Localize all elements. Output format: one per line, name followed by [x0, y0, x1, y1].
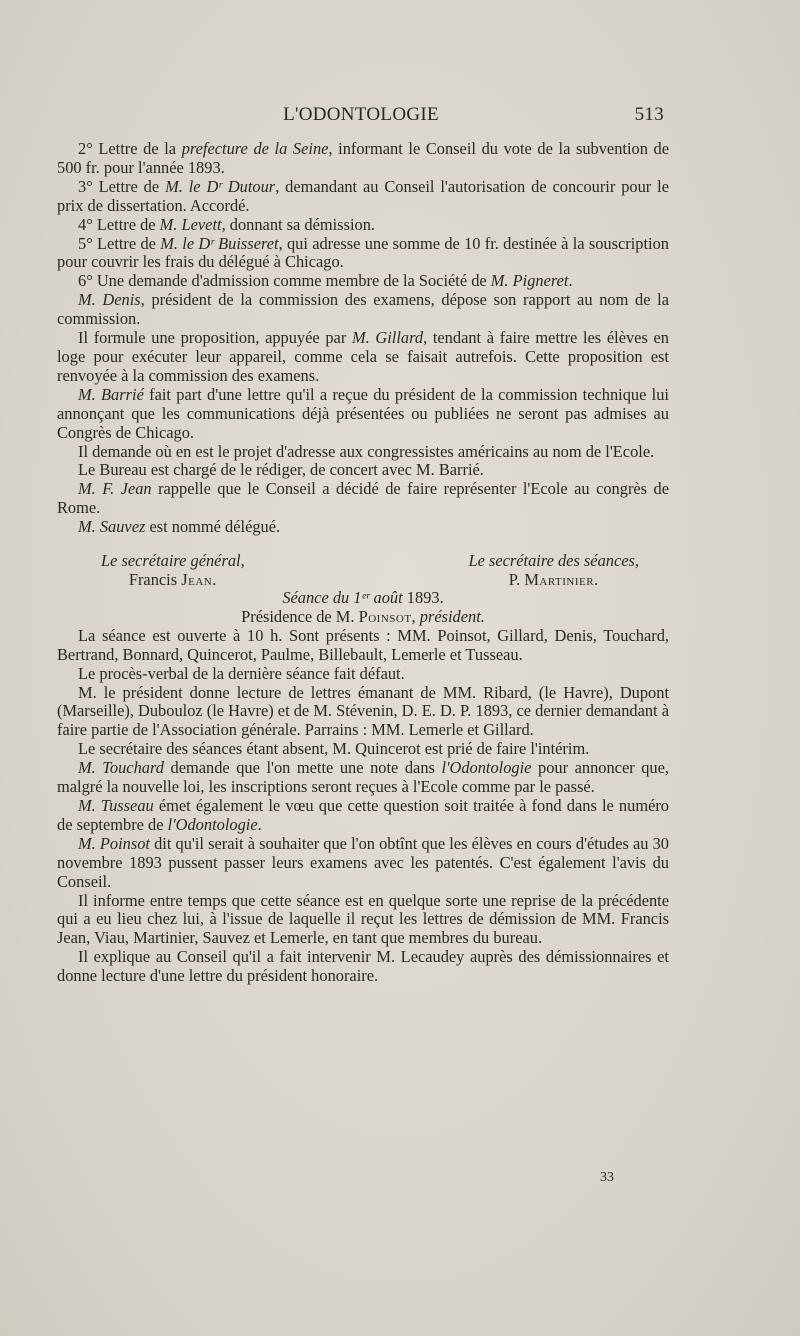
paragraph: 4° Lettre de M. Levett, donnant sa démission.: [78, 214, 375, 234]
paragraph: 6° Une demande d'admission comme membre de la Société de M. Pigneret.: [78, 271, 573, 291]
meeting-secretary-role: Le secrétaire des séances,: [468, 551, 639, 571]
paragraph: Il formule une proposition, appuyée par M. Gillard, tendant à faire mettre les élèves en loge pour exécuter leur appareil, comme cela se faisait autrefois. Cette proposition est renvoyée à la commission des examens.: [57, 328, 669, 385]
secretary-general-role: Le secrétaire général,: [101, 551, 245, 571]
signature-left: [101, 551, 245, 589]
signature-right: [468, 551, 639, 589]
paragraph: M. Tusseau émet également le vœu que cette question soit traitée à fond dans le numéro de septembre de l'Odontologie.: [57, 796, 669, 834]
paragraph: Le procès-verbal de la dernière séance fait défaut.: [78, 663, 405, 683]
text-body: [57, 140, 669, 986]
meeting-minutes: [57, 627, 669, 986]
presidency-line: Présidence de M. Poinsot, président.: [241, 606, 485, 626]
paragraph: M. le président donne lecture de lettres émanant de MM. Ribard, (le Havre), Dupont (Marseille), Dubouloz (le Havre) et de M. Stévenin, D. E. D. P. 1893, ce dernier demandant à faire partie de l'Association générale. Parrains : MM. Lemerle et Gillard.: [57, 682, 669, 740]
paragraph: M. Denis, président de la commission des examens, dépose son rapport au nom de la commission.: [57, 290, 669, 329]
paragraph: M. F. Jean rappelle que le Conseil a décidé de faire représenter l'Ecole au congrès de Rome.: [57, 479, 669, 518]
journal-title: L'ODONTOLOGIE: [283, 104, 439, 125]
secretary-general-name: Francis Jean.: [128, 570, 217, 590]
meeting-heading: Séance du 1ᵉʳ août 1893.: [282, 588, 444, 608]
paragraph: Il informe entre temps que cette séance est en quelque sorte une reprise de la précédente qui a eu lieu chez lui, à l'issue de laquelle il reçut les lettres de démission de MM. Francis Jean, Viau, Martinier, Sauvez et Lemerle, en tant que membres du bureau.: [57, 890, 669, 948]
signature-block: [57, 551, 669, 589]
paragraph: M. Poinsot dit qu'il serait à souhaiter que l'on obtînt que les élèves en cours d'études au 30 novembre 1893 pussent passer leurs examens avec les patentés. C'est également l'avis du Conseil.: [57, 833, 669, 891]
page-number: 513: [634, 104, 664, 125]
paragraph: 3° Lettre de M. le Dʳ Dutour, demandant au Conseil l'autorisation de concourir pour le prix de dissertation. Accordé.: [57, 176, 669, 215]
paragraph: Le Bureau est chargé de le rédiger, de concert avec M. Barrié.: [78, 460, 484, 480]
paragraph: M. Barrié fait part d'une lettre qu'il a reçue du président de la commission technique lui annonçant que les communications déjà présentées ou publiées ne seront pas admises au Congrès de Chicago.: [57, 384, 669, 442]
paragraph: Le secrétaire des séances étant absent, M. Quincerot est prié de faire l'intérim.: [78, 739, 590, 759]
paragraph: M. Touchard demande que l'on mette une note dans l'Odontologie pour annoncer que, malgré la nouvelle loi, les inscriptions seront reçues à l'Ecole comme par le passé.: [57, 758, 670, 797]
paragraph: Il demande où en est le projet d'adresse aux congressistes américains au nom de l'Ecole.: [78, 441, 655, 461]
paragraph: La séance est ouverte à 10 h. Sont présents : MM. Poinsot, Gillard, Denis, Touchard, Bertrand, Bonnard, Quincerot, Paulme, Billebault, Lemerle et Tusseau.: [57, 625, 669, 664]
meeting-secretary-name: P. Martinier.: [508, 570, 599, 590]
paragraph: 5° Lettre de M. le Dʳ Buisseret, qui adresse une somme de 10 fr. destinée à la souscription pour couvrir les frais du délégué à Chicago.: [57, 233, 669, 272]
paragraph: M. Sauvez est nommé délégué.: [78, 517, 281, 537]
minutes-continuation: [57, 140, 669, 537]
paragraph: 2° Lettre de la prefecture de la Seine, informant le Conseil du vote de la subvention de 500 fr. pour l'année 1893.: [57, 139, 669, 177]
paragraph: Il explique au Conseil qu'il a fait intervenir M. Lecaudey auprès des démissionnaires et donne lecture d'une lettre du président honoraire.: [57, 947, 669, 986]
signature-mark: 33: [600, 1170, 614, 1185]
